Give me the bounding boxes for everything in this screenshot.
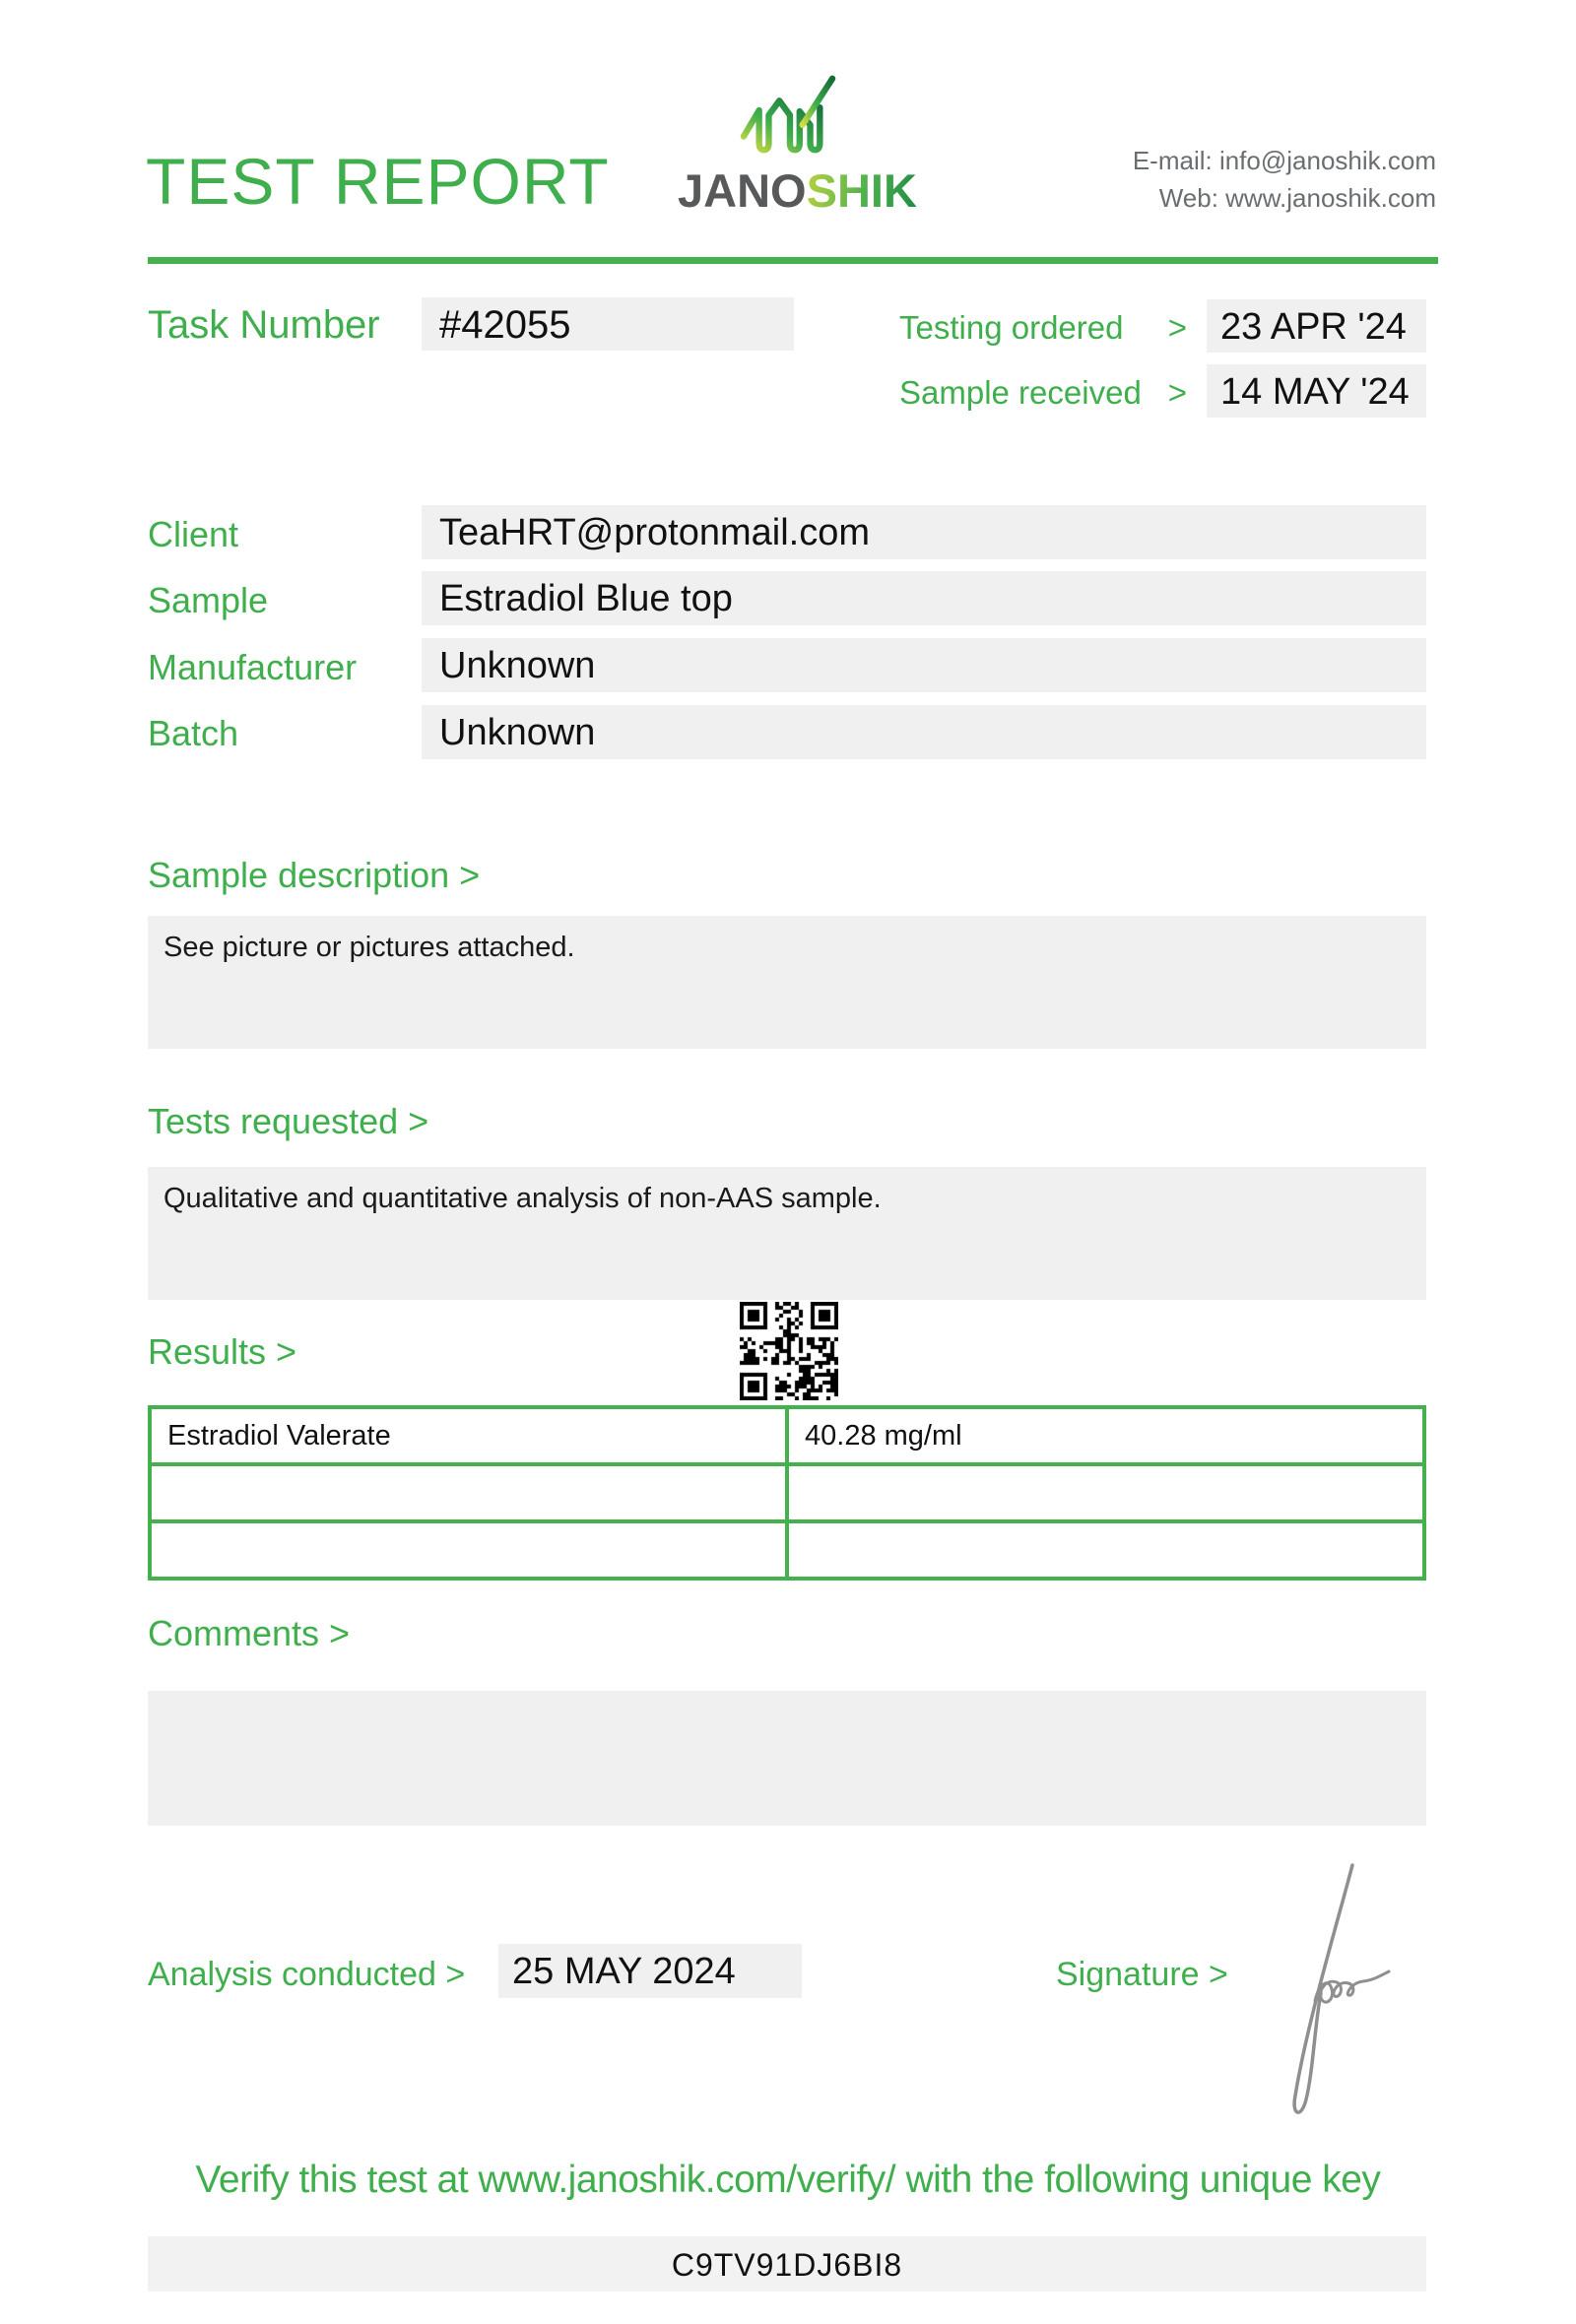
results-row: [150, 1407, 1424, 1464]
sample-label: Sample: [148, 580, 269, 620]
logo-wordmark: [678, 163, 917, 218]
verify-key-value: C9TV91DJ6BI8: [671, 2247, 903, 2283]
task-number-label: Task Number: [148, 303, 380, 347]
sample-description-text: See picture or pictures attached.: [164, 932, 575, 963]
growth-chart-icon: [739, 69, 839, 161]
results-row: [150, 1521, 1424, 1579]
task-number-value: #42055: [439, 303, 571, 347]
handwritten-signature: [1264, 1857, 1394, 2141]
verify-instruction: Verify this test at www.janoshik.com/verify/ with the following unique key: [195, 2159, 1381, 2201]
analysis-date-field: [498, 1944, 802, 1998]
sample-description-box: [148, 916, 1426, 1049]
analysis-date-value: 25 MAY 2024: [512, 1951, 736, 1992]
manufacturer-value: Unknown: [439, 645, 596, 686]
sample-field: [422, 571, 1426, 625]
task-number-field: [422, 297, 794, 351]
tests-requested-heading: Tests requested >: [148, 1101, 429, 1141]
comments-heading: Comments >: [148, 1613, 351, 1653]
tests-requested-box: [148, 1167, 1426, 1300]
logo-text-jano: JANO: [678, 164, 807, 217]
page-title: TEST REPORT: [146, 145, 610, 218]
header-divider: [148, 257, 1438, 264]
sample-received-field: [1207, 364, 1426, 418]
analysis-conducted-label: Analysis conducted >: [148, 1956, 466, 1993]
signature-label: Signature >: [1056, 1956, 1228, 1993]
client-field: [422, 505, 1426, 559]
batch-value: Unknown: [439, 712, 596, 753]
analyte-cell: [150, 1464, 787, 1521]
result-cell: [787, 1521, 1424, 1579]
contact-web: Web: www.janoshik.com: [1158, 183, 1436, 213]
arrow-glyph: >: [1167, 309, 1187, 346]
result-cell: 40.28 mg/ml: [787, 1407, 1424, 1464]
testing-ordered-label: Testing ordered >: [899, 309, 1187, 346]
sample-received-value: 14 MAY '24: [1220, 371, 1410, 413]
analyte-cell: Estradiol Valerate: [150, 1407, 787, 1464]
results-heading: Results >: [148, 1331, 297, 1372]
comments-box: [148, 1691, 1426, 1826]
batch-field: [422, 705, 1426, 759]
comments-text: [148, 1691, 1426, 1707]
contact-block: [1133, 142, 1436, 217]
manufacturer-label: Manufacturer: [148, 647, 358, 687]
result-cell: [787, 1464, 1424, 1521]
manufacturer-field: [422, 638, 1426, 692]
qr-code: [740, 1302, 838, 1400]
client-value: TeaHRT@protonmail.com: [439, 512, 871, 553]
logo-text-shik: SHIK: [806, 164, 917, 217]
sample-value: Estradiol Blue top: [439, 578, 733, 619]
analyte-cell: [150, 1521, 787, 1579]
sample-received-label: Sample received >: [899, 374, 1187, 411]
client-label: Client: [148, 514, 239, 554]
tests-requested-text: Qualitative and quantitative analysis of non-AAS sample.: [164, 1183, 882, 1214]
verify-key-field: [148, 2236, 1426, 2292]
sample-description-heading: Sample description >: [148, 855, 481, 895]
testing-ordered-value: 23 APR '24: [1220, 306, 1407, 348]
results-table: [148, 1405, 1426, 1581]
results-row: [150, 1464, 1424, 1521]
arrow-glyph: >: [1167, 374, 1187, 411]
batch-label: Batch: [148, 713, 239, 753]
testing-ordered-field: [1207, 299, 1426, 353]
contact-email: E-mail: info@janoshik.com: [1132, 146, 1436, 175]
